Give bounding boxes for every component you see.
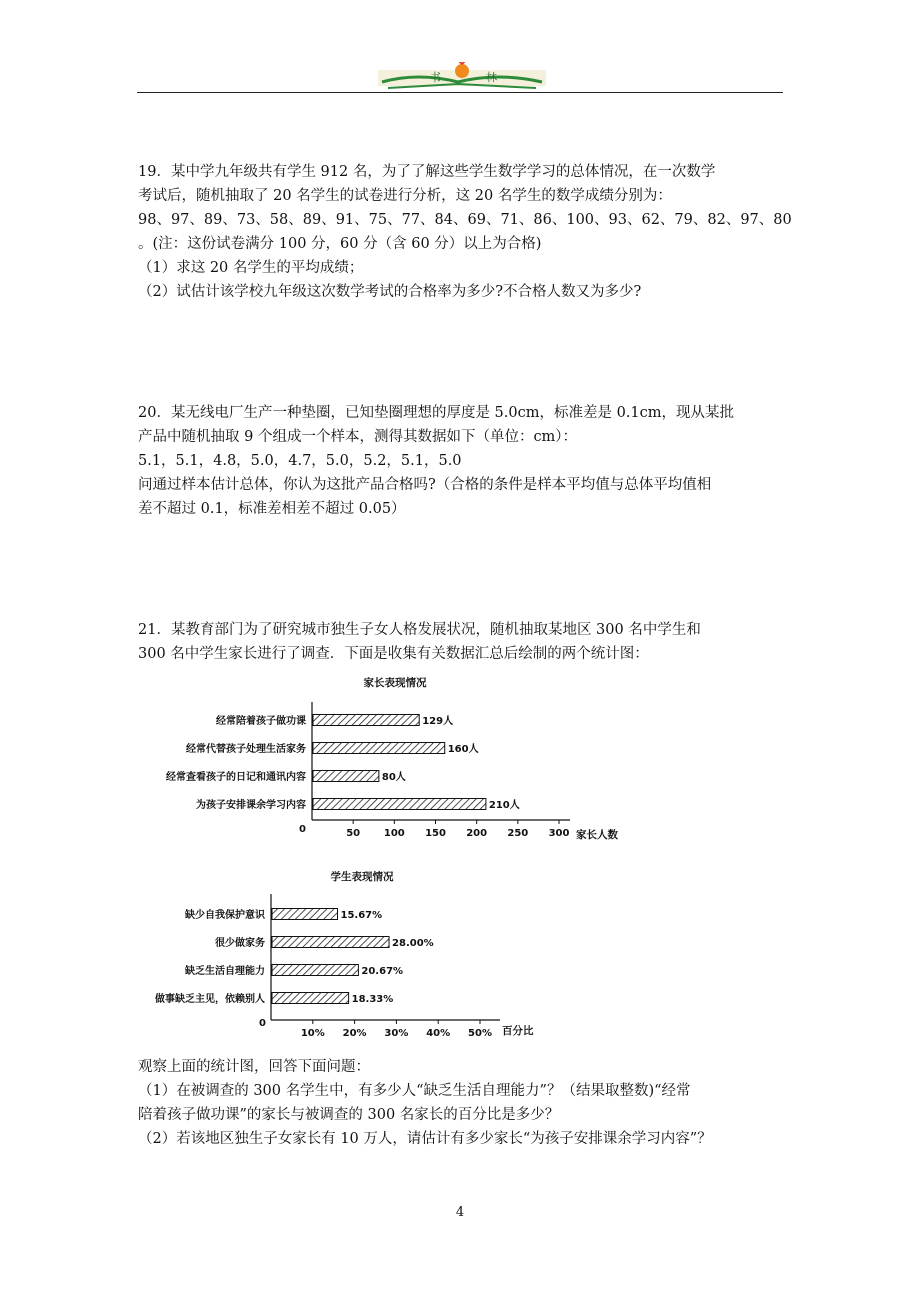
q21-part-1-line-1: （1）在被调查的 300 名学生中，有多少人“缺乏生活自理能力”？（结果取整数)“经常 <box>138 1083 691 1099</box>
data-label: 129人 <box>422 716 454 727</box>
q21-part-1-line-2: 陪着孩子做功课”的家长与被调查的 300 名家长的百分比是多少？ <box>138 1107 560 1123</box>
category-label: 缺少自我保护意识 <box>185 910 265 921</box>
page-number: 4 <box>455 1205 465 1220</box>
data-label: 20.67% <box>361 966 404 977</box>
q21-observe: 观察上面的统计图，回答下面问题： <box>138 1059 370 1075</box>
q19-line-1: 19．某中学九年级共有学生 912 名，为了了解这些学生数学学习的总体情况，在一次数学 <box>138 164 716 180</box>
q20-line-5: 差不超过 0.1，标准差相差不超过 0.05） <box>138 501 406 517</box>
q21-part-2: （2）若该地区独生子女家长有 10 万人，请估计有多少家长“为孩子安排课余学习内容”？ <box>138 1131 712 1147</box>
q19-line-2: 考试后，随机抽取了 20 名学生的试卷进行分析，这 20 名学生的数学成绩分别为： <box>138 188 672 204</box>
data-label: 18.33% <box>351 994 394 1005</box>
data-label: 210人 <box>488 800 520 811</box>
q20-line-2: 产品中随机抽取 9 个组成一个样本，测得其数据如下（单位：cm）： <box>138 429 578 445</box>
origin-label: 0 <box>299 824 306 835</box>
x-tick-label: 250 <box>507 828 529 839</box>
x-tick-label: 20% <box>342 1028 367 1039</box>
x-tick-label: 50% <box>468 1028 492 1039</box>
chart-title: 学生表现情况 <box>330 871 394 883</box>
x-axis-label: 百分比 <box>502 1025 534 1037</box>
parent-behavior-chart <box>150 672 640 852</box>
x-tick-label: 30% <box>384 1028 409 1039</box>
x-tick-label: 10% <box>300 1028 325 1039</box>
bar <box>313 743 445 754</box>
data-label: 160人 <box>447 744 479 755</box>
q19-part-2: （2）试估计该学校九年级这次数学考试的合格率为多少?不合格人数又为多少? <box>138 284 642 300</box>
bar <box>313 715 419 726</box>
data-label: 15.67% <box>340 910 383 921</box>
x-tick-label: 300 <box>548 828 570 839</box>
student-behavior-chart <box>150 866 570 1046</box>
category-label: 经常陪着孩子做功课 <box>216 716 306 727</box>
category-label: 很少做家务 <box>215 938 265 949</box>
bar <box>272 993 349 1004</box>
data-label: 28.00% <box>392 938 434 949</box>
category-label: 做事缺乏主见，依赖别人 <box>155 994 265 1005</box>
q21-line-1: 21．某教育部门为了研究城市独生子女人格发展状况，随机抽取某地区 300 名中学生和 <box>138 622 701 638</box>
bar <box>272 937 389 948</box>
svg-text:林: 林 <box>486 71 497 84</box>
origin-label: 0 <box>259 1018 266 1029</box>
q21-line-2: 300 名中学生家长进行了调查．下面是收集有关数据汇总后绘制的两个统计图： <box>138 646 649 662</box>
bar <box>313 771 379 782</box>
x-tick-label: 150 <box>425 828 446 839</box>
q20-line-3: 5.1，5.1，4.8，5.0，4.7，5.0，5.2，5.1，5.0 <box>138 453 462 469</box>
q20-line-1: 20．某无线电厂生产一种垫圈，已知垫圈理想的厚度是 5.0cm，标准差是 0.1cm，现从某批 <box>138 405 735 421</box>
header-rule <box>137 92 783 93</box>
bar <box>272 965 358 976</box>
category-label: 经常代替孩子处理生活家务 <box>186 744 306 755</box>
q19-part-1: （1）求这 20 名学生的平均成绩； <box>138 260 364 276</box>
q19-line-3: 98、97、89、73、58、89、91、75、77、84、69、71、86、100、93、62、79、82、97、80 <box>138 212 792 228</box>
x-tick-label: 50 <box>346 828 361 839</box>
data-label: 80人 <box>381 772 406 783</box>
q19-line-4: 。(注：这份试卷满分 100 分，60 分（含 60 分）以上为合格) <box>138 236 542 252</box>
header-logo <box>378 62 546 92</box>
x-tick-label: 40% <box>426 1028 451 1039</box>
svg-text:书: 书 <box>430 71 441 84</box>
chart-title: 家长表现情况 <box>363 677 427 689</box>
category-label: 缺乏生活自理能力 <box>185 966 265 977</box>
bar <box>313 799 486 810</box>
x-tick-label: 200 <box>466 828 488 839</box>
category-label: 为孩子安排课余学习内容 <box>196 800 306 811</box>
q20-line-4: 问通过样本估计总体，你认为这批产品合格吗?（合格的条件是样本平均值与总体平均值相 <box>138 477 712 493</box>
bar <box>272 909 338 920</box>
x-tick-label: 100 <box>383 828 405 839</box>
x-axis-label: 家长人数 <box>576 829 618 841</box>
category-label: 经常查看孩子的日记和通讯内容 <box>166 772 306 783</box>
